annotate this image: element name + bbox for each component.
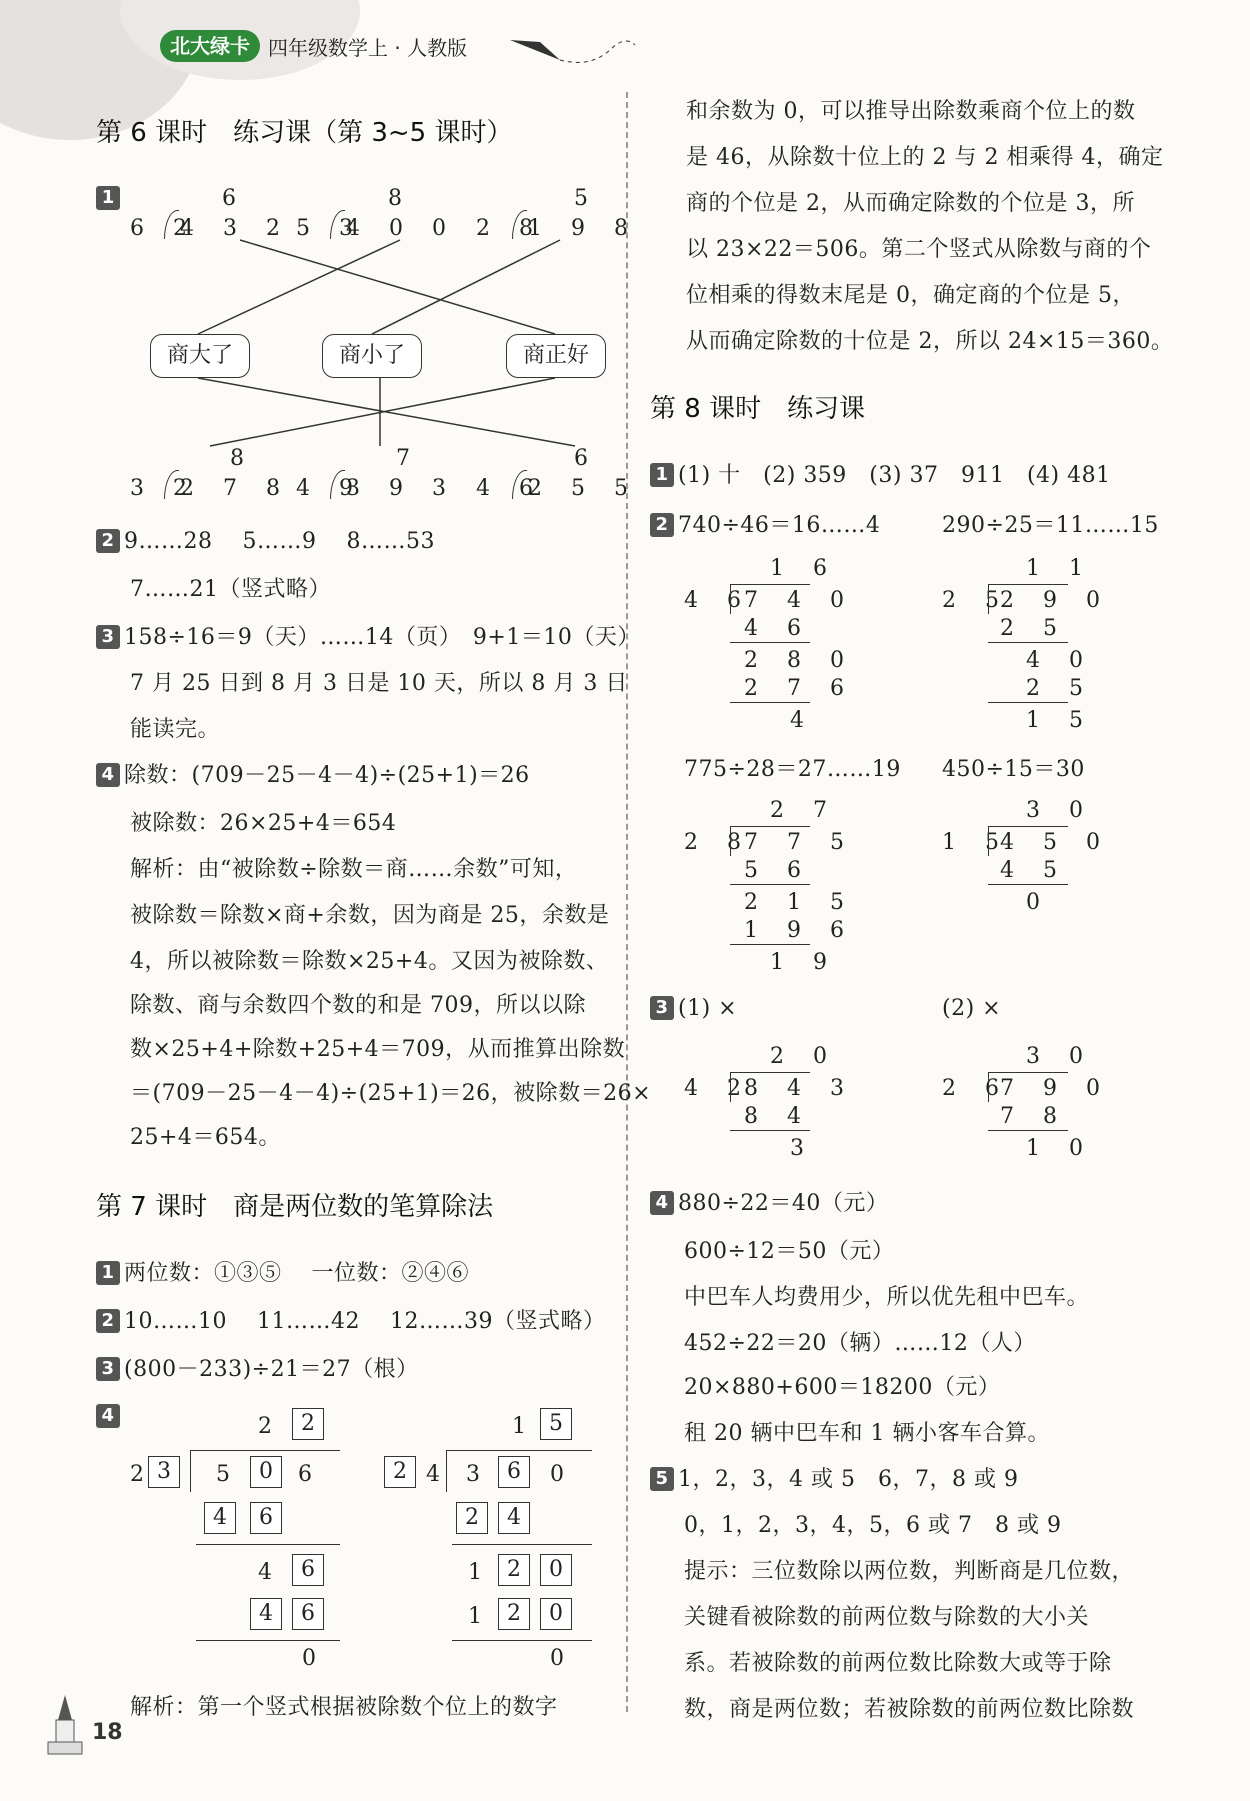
continued-line-2: 是 46，从除数十位上的 2 与 2 相乘得 4，确定 — [686, 145, 1164, 170]
divisor: 4 6 — [684, 588, 752, 613]
answer-text: (1) 十 (2) 359 (3) 37 911 (4) 481 — [678, 463, 1111, 488]
division-bar — [988, 1072, 989, 1102]
divisor: 4 9 — [296, 476, 364, 501]
s7-q1 — [96, 1256, 469, 1287]
digit-box: 6 — [498, 1456, 530, 1488]
s7-q3 — [96, 1352, 419, 1383]
divisor: 1 5 — [942, 830, 1010, 855]
s8-q5-line4: 关键看被除数的前两位数与除数的大小关 — [684, 1605, 1090, 1630]
division-bar — [446, 1450, 447, 1492]
s8-q1 — [650, 458, 1111, 489]
subtraction-line — [988, 884, 1068, 885]
division-bar — [988, 584, 989, 614]
subtraction-line — [196, 1544, 340, 1545]
digit-box: 2 — [456, 1502, 488, 1534]
partial-product: 4 6 — [744, 616, 812, 641]
question-number: 2 — [96, 529, 120, 553]
digit-box: 0 — [540, 1598, 572, 1630]
division-bar — [988, 584, 1068, 585]
digit: 1 — [512, 1414, 527, 1439]
s6-q4-line4: 被除数＝除数×商+余数，因为商是 25，余数是 — [130, 903, 610, 928]
s6-q3-line2: 7 月 25 日到 8 月 3 日是 10 天，所以 8 月 3 日 — [130, 671, 628, 696]
s8-q2-eq3: 775÷28＝27……19 — [684, 757, 901, 782]
subtraction-line — [730, 1130, 810, 1131]
digit-box: 5 — [540, 1408, 572, 1440]
subtraction-line — [196, 1640, 340, 1641]
division-bar — [730, 584, 810, 585]
book-subtitle: 四年级数学上 · 人教版 — [268, 36, 468, 60]
digit-box: 4 — [250, 1598, 282, 1630]
dividend: 2 5 5 — [528, 476, 639, 501]
label-quotient-too-small: 商小了 — [322, 334, 422, 378]
s7-analysis: 解析：第一个竖式根据被除数个位上的数字 — [130, 1695, 558, 1720]
section-7-title: 第 7 课时 商是两位数的笔算除法 — [96, 1192, 494, 1222]
digit: 2 — [130, 1462, 145, 1487]
digit: 2 — [258, 1414, 273, 1439]
divisor: 4 2 — [684, 1076, 752, 1101]
s6-q4-line8: ＝(709－25－4－4)÷(25+1)＝26，被除数＝26× — [130, 1081, 652, 1106]
subtraction-line — [988, 642, 1068, 643]
question-number: 1 — [96, 1261, 120, 1285]
subtraction-line — [730, 944, 810, 945]
s8-q4-line5: 20×880+600＝18200（元） — [684, 1375, 1001, 1400]
division-bar — [730, 826, 810, 827]
s8-q2-eq1 — [650, 508, 880, 539]
division-bar — [730, 584, 731, 614]
remainder: 1 0 — [1026, 1136, 1094, 1161]
dividend: 7 4 0 — [744, 588, 855, 613]
digit-box: 6 — [292, 1554, 324, 1586]
section-8-title: 第 8 课时 练习课 — [650, 394, 866, 424]
s6-q4-line6: 除数、商与余数四个数的和是 709，所以以除 — [130, 993, 586, 1018]
s6-q4-line3: 解析：由“被除数÷除数＝商……余数”可知， — [130, 857, 578, 882]
divisor: 2 8 — [684, 830, 752, 855]
subtraction-line — [730, 884, 810, 885]
s8-q2-eq4: 450÷15＝30 — [942, 757, 1085, 782]
dividend: 4 0 0 — [346, 216, 457, 241]
answer-text: 158÷16＝9（天）……14（页） 9+1＝10（天） — [124, 625, 640, 650]
s8-q3-a — [650, 996, 737, 1021]
s6-q2-line1 — [96, 524, 435, 555]
s8-q4-line4: 452÷22＝20（辆）……12（人） — [684, 1331, 1036, 1356]
partial-product: 2 5 — [1000, 616, 1068, 641]
digit-box: 6 — [250, 1502, 282, 1534]
division-bar — [988, 826, 989, 856]
question-number: 1 — [650, 463, 674, 487]
partial-product: 2 5 — [1026, 676, 1094, 701]
digit: 6 — [298, 1462, 313, 1487]
digit-box: 2 — [498, 1598, 530, 1630]
remainder: 3 — [790, 1136, 815, 1161]
division-bar — [446, 1450, 592, 1451]
continued-line-4: 以 23×22＝506。第二个竖式从除数与商的个 — [686, 237, 1152, 262]
answer-text: 740÷46＝16……4 — [678, 513, 881, 538]
continued-line-3: 商的个位是 2，从而确定除数的个位是 3，所 — [686, 191, 1135, 216]
quotient: 2 7 — [770, 798, 838, 823]
subtraction-line — [730, 702, 810, 703]
partial-product: 5 6 — [744, 858, 812, 883]
s8-q4-line3: 中巴车人均费用少，所以优先租中巴车。 — [684, 1285, 1090, 1310]
question-number: 2 — [650, 513, 674, 537]
continued-line-5: 位相乘的得数末尾是 0，确定商的个位是 5， — [686, 283, 1135, 308]
divisor: 5 3 — [296, 216, 364, 241]
divisor: 2 8 — [476, 216, 544, 241]
s6-q4-line2: 被除数：26×25+4＝654 — [130, 811, 397, 836]
digit: 1 — [468, 1560, 483, 1585]
digit-box: 0 — [540, 1554, 572, 1586]
digit: 4 — [258, 1560, 273, 1585]
dividend: 3 9 3 — [346, 476, 457, 501]
label-quotient-correct: 商正好 — [506, 334, 606, 378]
digit: 4 — [426, 1462, 441, 1487]
question-number: 4 — [96, 1404, 120, 1428]
quotient: 3 0 — [1026, 1044, 1094, 1069]
brand-badge: 北大绿卡 — [160, 30, 260, 62]
question-number: 4 — [650, 1191, 674, 1215]
digit: 5 — [216, 1462, 231, 1487]
quotient: 6 — [222, 186, 247, 211]
s8-q5-line6: 数，商是两位数；若被除数的前两位数比除数 — [684, 1697, 1135, 1722]
dividend: 4 5 0 — [1000, 830, 1111, 855]
division-bar — [190, 1450, 191, 1492]
quotient: 6 — [574, 446, 599, 471]
subtraction-line — [730, 642, 810, 643]
divisor: 3 2 — [130, 476, 198, 501]
section-6-title: 第 6 课时 练习课（第 3~5 课时） — [96, 118, 513, 148]
s6-q4-line1 — [96, 758, 530, 789]
partial-dividend: 2 1 5 — [744, 890, 855, 915]
digit-box: 3 — [148, 1456, 180, 1488]
digit: 1 — [468, 1604, 483, 1629]
s8-q5-line1 — [650, 1462, 1018, 1493]
question-number: 3 — [650, 996, 674, 1020]
label-quotient-too-big: 商大了 — [150, 334, 250, 378]
subtraction-line — [452, 1640, 592, 1641]
digit-box: 2 — [498, 1554, 530, 1586]
s6-q4-line5: 4，所以被除数＝除数×25+4。又因为被除数、 — [130, 949, 609, 974]
divisor: 2 6 — [942, 1076, 1010, 1101]
quotient: 8 — [230, 446, 255, 471]
dividend: 7 9 0 — [1000, 1076, 1111, 1101]
s6-q3-line3: 能读完。 — [130, 717, 221, 742]
division-bar — [730, 826, 731, 856]
s8-q4-line2: 600÷12＝50（元） — [684, 1239, 895, 1264]
s8-q2-eq2: 290÷25＝11……15 — [942, 513, 1159, 538]
continued-line-6: 从而确定除数的十位是 2，所以 24×15＝360。 — [686, 329, 1174, 354]
divisor: 2 5 — [942, 588, 1010, 613]
digit: 0 — [550, 1462, 565, 1487]
dividend: 2 7 8 — [180, 476, 291, 501]
s7-q2 — [96, 1304, 605, 1335]
s8-q5-line5: 系。若被除数的前两位数比除数大或等于除 — [684, 1651, 1112, 1676]
digit-box: 2 — [384, 1456, 416, 1488]
digit-box: 4 — [498, 1502, 530, 1534]
s6-q3-line1 — [96, 620, 640, 651]
quotient: 8 — [388, 186, 413, 211]
remainder: 0 — [550, 1646, 565, 1671]
division-bar — [730, 1072, 810, 1073]
s8-q4-line6: 租 20 辆中巴车和 1 辆小客车合算。 — [684, 1421, 1050, 1446]
s6-q4-line9: 25+4＝654。 — [130, 1125, 281, 1150]
partial-product: 2 7 6 — [744, 676, 855, 701]
division-bar — [988, 826, 1068, 827]
subtraction-line — [988, 1130, 1068, 1131]
answer-text: 1，2，3，4 或 5 6，7，8 或 9 — [678, 1467, 1019, 1492]
partial-product: 7 8 — [1000, 1104, 1068, 1129]
remainder: 4 — [790, 708, 815, 733]
subtraction-line — [452, 1544, 592, 1545]
digit-box: 0 — [250, 1456, 282, 1488]
divisor: 6 2 — [130, 216, 198, 241]
quotient: 5 — [574, 186, 599, 211]
dividend: 7 7 5 — [744, 830, 855, 855]
castle-icon — [40, 1690, 90, 1760]
digit: 3 — [466, 1462, 481, 1487]
partial-dividend: 2 8 0 — [744, 648, 855, 673]
question-number: 3 — [96, 1357, 120, 1381]
division-bar — [730, 1072, 731, 1102]
s6-q4-line7: 数×25+4+除数+25+4＝709，从而推算出除数 — [130, 1037, 626, 1062]
quotient: 1 1 — [1026, 556, 1094, 581]
division-bar — [190, 1450, 340, 1451]
division-bar — [988, 1072, 1068, 1073]
question-number: 2 — [96, 1309, 120, 1333]
s8-q3-b: (2) × — [942, 996, 1002, 1021]
partial-dividend: 4 0 — [1026, 648, 1094, 673]
remainder: 0 — [1026, 890, 1051, 915]
s8-q5-line2: 0，1，2，3，4，5，6 或 7 8 或 9 — [684, 1513, 1062, 1538]
answer-text: 880÷22＝40（元） — [678, 1191, 889, 1216]
quotient: 3 0 — [1026, 798, 1094, 823]
quotient: 1 6 — [770, 556, 838, 581]
question-number: 3 — [96, 625, 120, 649]
answer-text: 两位数：①③⑤ 一位数：②④⑥ — [124, 1261, 469, 1286]
partial-product: 1 9 6 — [744, 918, 855, 943]
continued-line-1: 和余数为 0，可以推导出除数乘商个位上的数 — [686, 99, 1136, 124]
divisor: 4 6 — [476, 476, 544, 501]
answer-text: 除数：(709－25－4－4)÷(25+1)＝26 — [124, 763, 530, 788]
answer-text: (800－233)÷21＝27（根） — [124, 1357, 419, 1382]
quotient: 2 0 — [770, 1044, 838, 1069]
partial-product: 8 4 — [744, 1104, 812, 1129]
question-number: 4 — [96, 763, 120, 787]
remainder: 1 9 — [770, 950, 838, 975]
remainder: 0 — [302, 1646, 317, 1671]
dividend: 1 9 8 — [528, 216, 639, 241]
s7-q4 — [96, 1404, 124, 1429]
digit-box: 4 — [204, 1502, 236, 1534]
page-number: 18 — [92, 1720, 123, 1745]
partial-product: 4 5 — [1000, 858, 1068, 883]
answer-text: (1) × — [678, 996, 738, 1021]
s8-q4-line1 — [650, 1186, 888, 1217]
digit-box: 6 — [292, 1598, 324, 1630]
question-number: 5 — [650, 1467, 674, 1491]
remainder: 1 5 — [1026, 708, 1094, 733]
digit-box: 2 — [292, 1408, 324, 1440]
subtraction-line — [988, 702, 1068, 703]
dividend: 2 9 0 — [1000, 588, 1111, 613]
dividend: 4 3 2 — [180, 216, 291, 241]
answer-text: 10……10 11……42 12……39（竖式略） — [124, 1309, 606, 1334]
question-number: 1 — [96, 186, 120, 210]
dividend: 8 4 3 — [744, 1076, 855, 1101]
answer-text: 9……28 5……9 8……53 — [124, 529, 435, 554]
s6-q2-line2: 7……21（竖式略） — [130, 577, 331, 602]
s8-q5-line3: 提示：三位数除以两位数，判断商是几位数， — [684, 1559, 1135, 1584]
quotient: 7 — [396, 446, 421, 471]
